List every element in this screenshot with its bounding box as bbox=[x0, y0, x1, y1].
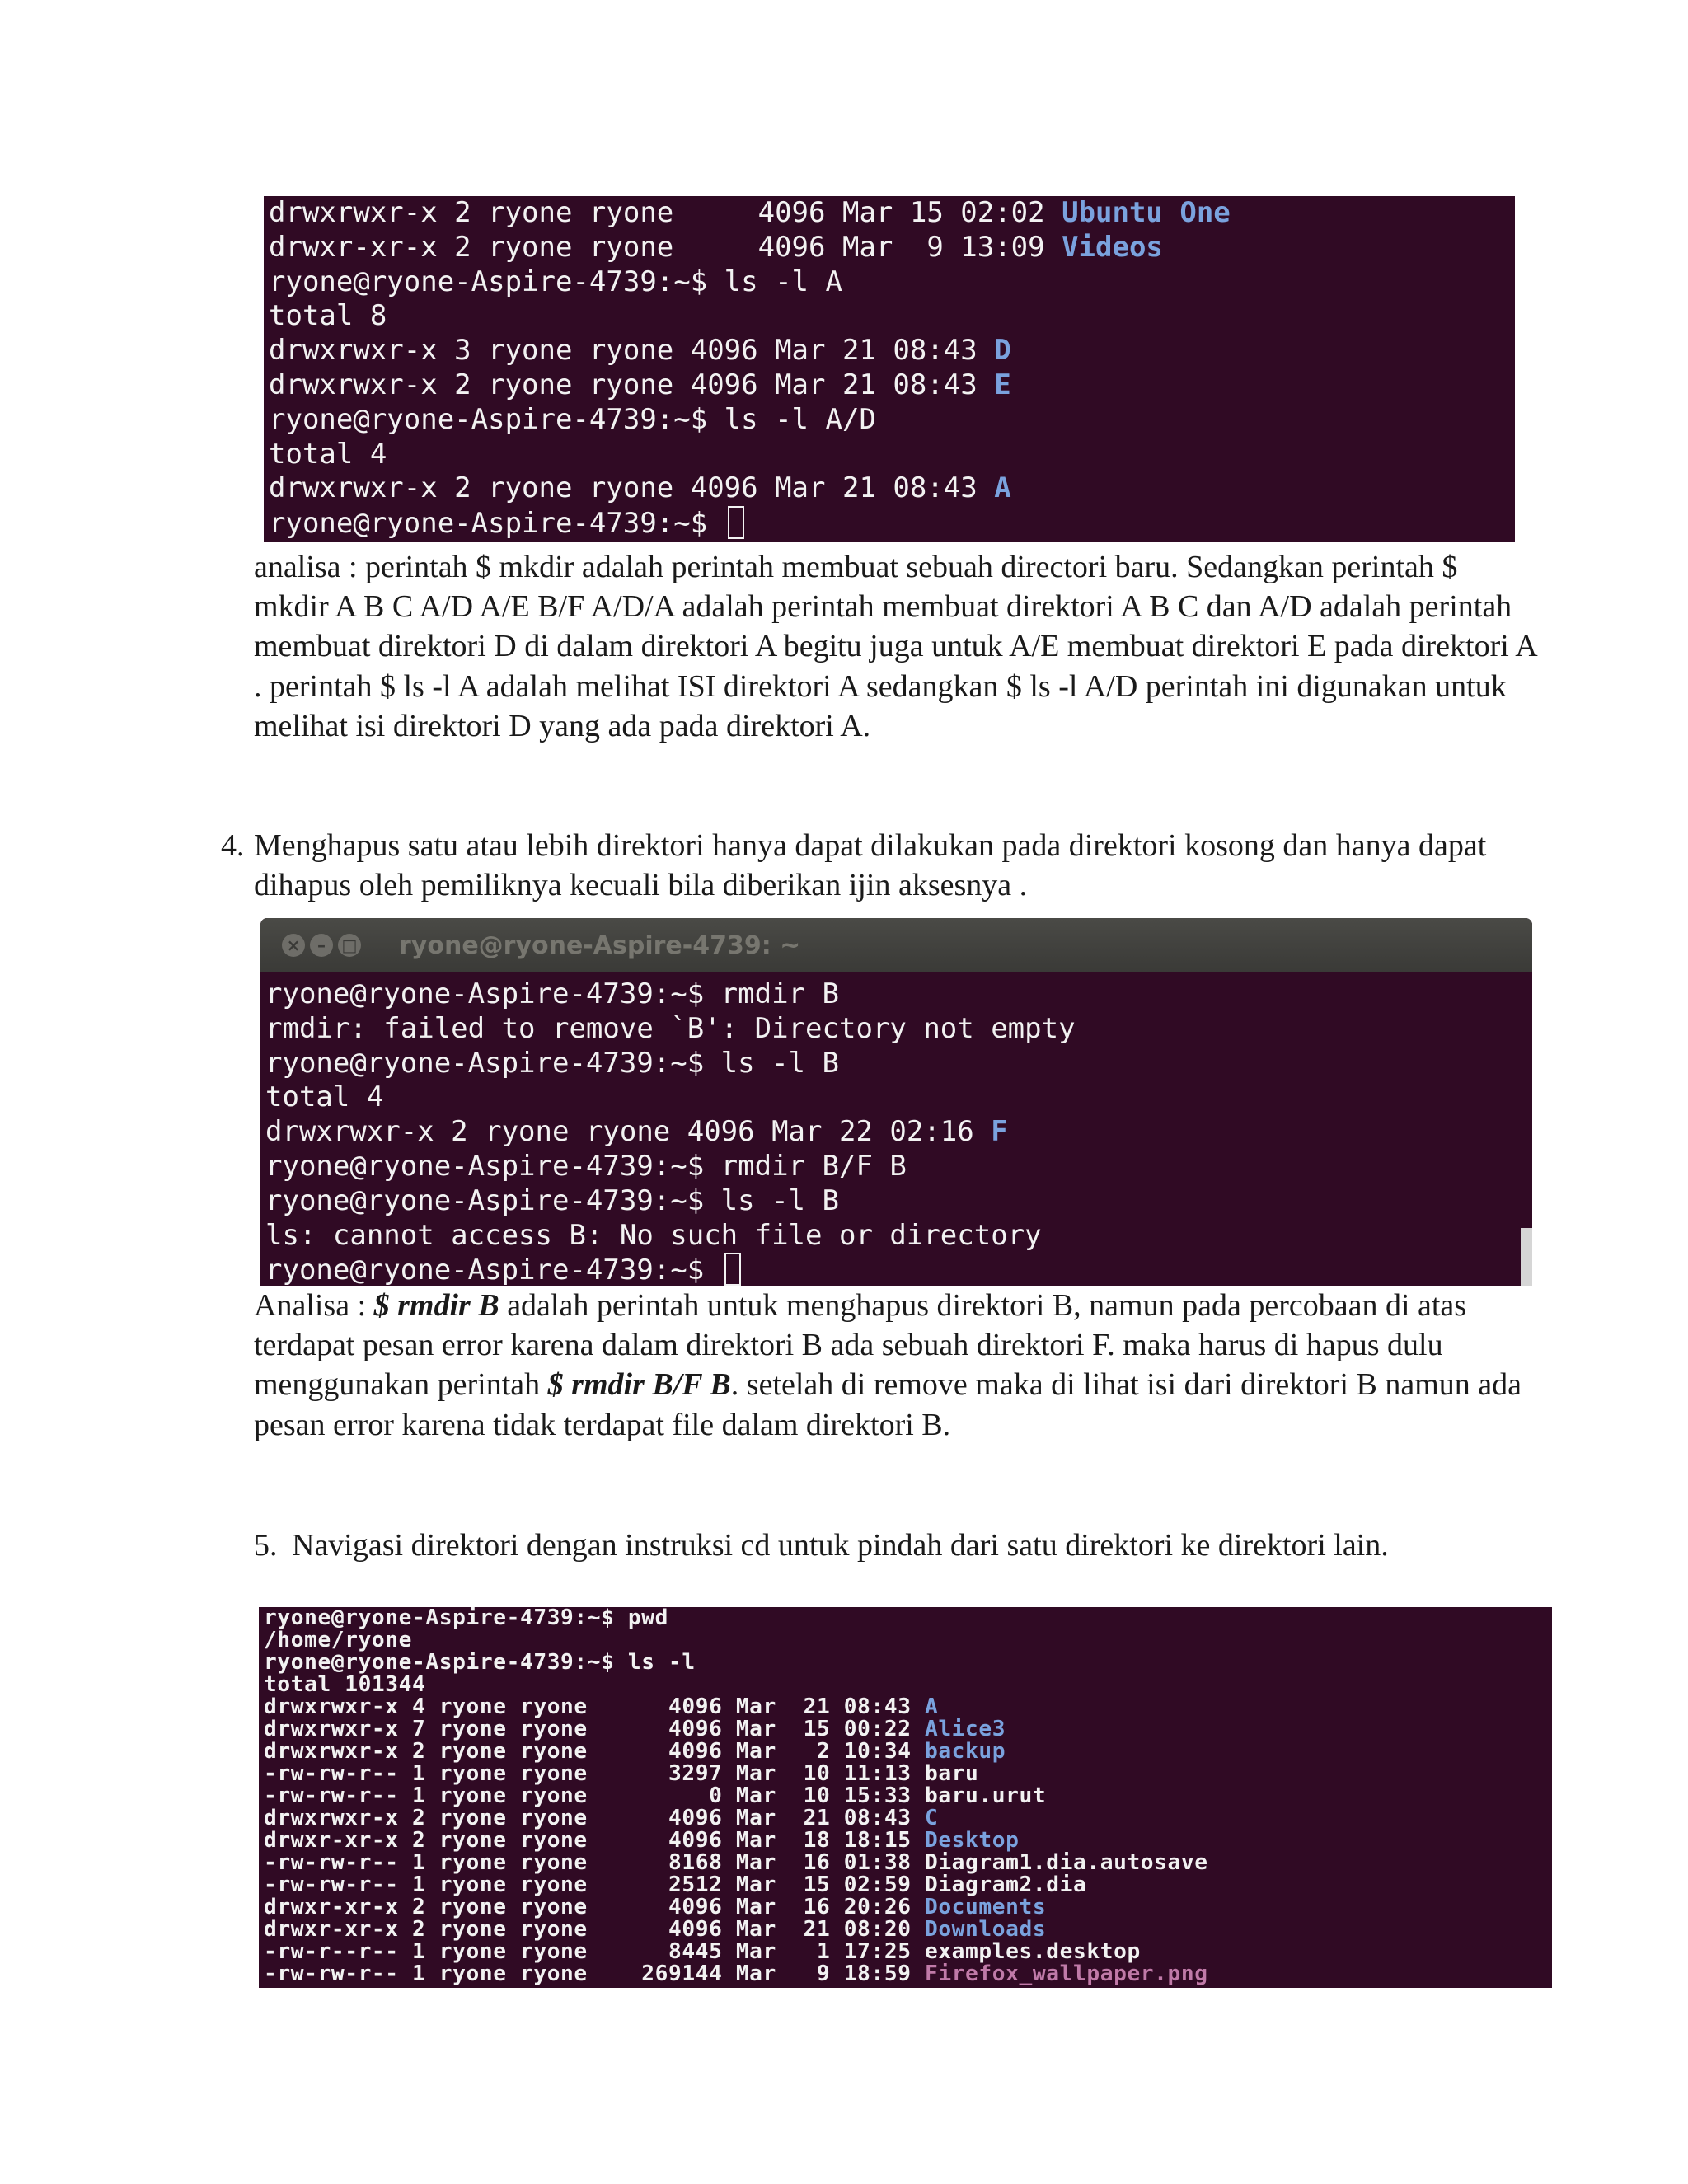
terminal-line bbox=[264, 1941, 1552, 1963]
section-4-text: Menghapus satu atau lebih direktori hanya dapat dilakukan pada direktori kosong dan hanya dapat dihapus oleh pemiliknya kecuali bila diberikan ijin aksesnya . bbox=[254, 828, 1487, 903]
file-name: Firefox_wallpaper.png bbox=[924, 1961, 1208, 1986]
terminal-line-text: drwxrwxr-x 2 ryone ryone 4096 Mar 21 08:43 bbox=[269, 471, 995, 505]
terminal-line bbox=[265, 1080, 1532, 1115]
terminal-line bbox=[264, 1629, 1552, 1652]
terminal-line bbox=[264, 1763, 1552, 1785]
terminal-line-text: drwxr-xr-x 2 ryone ryone 4096 Mar 18 18:15 bbox=[264, 1828, 925, 1853]
terminal-line bbox=[265, 1184, 1532, 1219]
terminal-line bbox=[269, 231, 1515, 265]
terminal-line bbox=[264, 1741, 1552, 1763]
file-name: examples.desktop bbox=[924, 1939, 1141, 1964]
terminal-cursor bbox=[728, 506, 744, 539]
file-name: Alice3 bbox=[924, 1717, 1006, 1741]
terminal-line-text: ryone@ryone-Aspire-4739:~$ ls -l A bbox=[269, 265, 842, 298]
command-rmdir-b: $ rmdir B bbox=[373, 1288, 499, 1323]
terminal-line-text: ryone@ryone-Aspire-4739:~$ ls -l A/D bbox=[269, 402, 876, 436]
terminal-line bbox=[264, 1852, 1552, 1874]
terminal-titlebar bbox=[260, 918, 1532, 972]
terminal-line-text: drwxrwxr-x 2 ryone ryone 4096 Mar 21 08:43 bbox=[269, 368, 995, 401]
terminal-line bbox=[269, 334, 1515, 368]
analysis-prefix: Analisa : bbox=[254, 1288, 374, 1323]
terminal-screenshot-ls bbox=[259, 1607, 1552, 1988]
section-5-number: 5. bbox=[254, 1528, 278, 1563]
terminal-line-text: drwxrwxr-x 2 ryone ryone 4096 Mar 22 02:16 bbox=[265, 1115, 992, 1149]
terminal-line bbox=[264, 1963, 1552, 1985]
terminal-line-text: drwxrwxr-x 2 ryone ryone 4096 Mar 21 08:43 bbox=[264, 1806, 925, 1830]
file-name: Diagram1.dia.autosave bbox=[924, 1850, 1208, 1875]
terminal-line-text: ryone@ryone-Aspire-4739:~$ ls -l B bbox=[265, 1183, 839, 1217]
terminal-line bbox=[264, 1896, 1552, 1919]
terminal-line bbox=[269, 471, 1515, 506]
terminal-line bbox=[269, 299, 1515, 334]
terminal-line-text: -rw-rw-r-- 1 ryone ryone 2512 Mar 15 02:59 bbox=[264, 1872, 925, 1897]
terminal-line-text: ryone@ryone-Aspire-4739:~$ rmdir B/F B bbox=[265, 1149, 907, 1183]
terminal-line-text: ryone@ryone-Aspire-4739:~$ ls -l bbox=[264, 1650, 696, 1675]
terminal-line bbox=[264, 1696, 1552, 1718]
terminal-line bbox=[264, 1607, 1552, 1629]
terminal-line-text: total 4 bbox=[265, 1080, 384, 1114]
file-name: Diagram2.dia bbox=[924, 1872, 1087, 1897]
terminal-line bbox=[269, 403, 1515, 438]
file-name: Documents bbox=[924, 1895, 1047, 1919]
file-name: E bbox=[994, 368, 1011, 401]
analysis-paragraph-rmdir bbox=[254, 1286, 1556, 1445]
terminal-output bbox=[264, 1607, 1552, 1985]
terminal-prompt: ryone@ryone-Aspire-4739:~$ bbox=[269, 507, 724, 541]
terminal-line-text: -rw-rw-r-- 1 ryone ryone 0 Mar 10 15:33 bbox=[264, 1783, 925, 1808]
close-icon[interactable]: × bbox=[282, 934, 305, 957]
terminal-line-text: -rw-rw-r-- 1 ryone ryone 269144 Mar 9 18:59 bbox=[264, 1961, 925, 1986]
terminal-line-text: -rw-r--r-- 1 ryone ryone 8445 Mar 1 17:25 bbox=[264, 1939, 925, 1964]
section-4-number: 4. bbox=[221, 828, 245, 863]
analysis-body: adalah perintah untuk menghapus direktori B, namun pada percobaan di atas terdapat pesan error karena dalam direktori B ada sebuah direktori F. maka harus di hapus dulu menggunakan perintah bbox=[254, 1288, 1467, 1403]
analysis-suffix: . setelah di remove maka di lihat isi dari direktori B namun ada pesan error karena tidak terdapat file dalam direktori B. bbox=[254, 1367, 1522, 1442]
file-name: baru.urut bbox=[924, 1783, 1047, 1808]
terminal-line-text: drwxrwxr-x 2 ryone ryone 4096 Mar 15 02:02 bbox=[269, 196, 1062, 229]
terminal-line-text: drwxr-xr-x 2 ryone ryone 4096 Mar 21 08:20 bbox=[264, 1917, 925, 1942]
terminal-line bbox=[264, 1874, 1552, 1896]
terminal-line-text: -rw-rw-r-- 1 ryone ryone 8168 Mar 16 01:38 bbox=[264, 1850, 925, 1875]
file-name: Ubuntu One bbox=[1062, 196, 1231, 229]
terminal-output bbox=[265, 977, 1532, 1253]
terminal-line-text: drwxrwxr-x 2 ryone ryone 4096 Mar 2 10:34 bbox=[264, 1739, 925, 1764]
file-name: A bbox=[994, 471, 1011, 505]
terminal-line bbox=[269, 438, 1515, 472]
terminal-line-text: ryone@ryone-Aspire-4739:~$ pwd bbox=[264, 1605, 668, 1630]
file-name: baru bbox=[924, 1761, 979, 1786]
file-name: Downloads bbox=[924, 1917, 1047, 1942]
terminal-line bbox=[269, 265, 1515, 300]
terminal-prompt: ryone@ryone-Aspire-4739:~$ bbox=[265, 1254, 721, 1286]
file-name: Desktop bbox=[924, 1828, 1020, 1853]
file-name: F bbox=[991, 1115, 1008, 1149]
terminal-line-text: drwxr-xr-x 2 ryone ryone 4096 Mar 16 20:26 bbox=[264, 1895, 925, 1919]
terminal-line-text: drwxrwxr-x 4 ryone ryone 4096 Mar 21 08:43 bbox=[264, 1694, 925, 1719]
terminal-line bbox=[264, 1718, 1552, 1741]
file-name: backup bbox=[924, 1739, 1006, 1764]
terminal-line bbox=[265, 1012, 1532, 1047]
terminal-line-text: ryone@ryone-Aspire-4739:~$ ls -l B bbox=[265, 1046, 839, 1080]
terminal-line-text: total 8 bbox=[269, 299, 387, 333]
terminal-prompt-line bbox=[265, 1253, 1532, 1286]
section-4-heading bbox=[221, 826, 1540, 905]
minimize-icon[interactable]: – bbox=[310, 934, 333, 957]
terminal-line-text: ryone@ryone-Aspire-4739:~$ rmdir B bbox=[265, 977, 839, 1010]
terminal-window-title: ryone@ryone-Aspire-4739: ~ bbox=[399, 930, 801, 960]
terminal-line bbox=[269, 368, 1515, 403]
terminal-line-text: drwxrwxr-x 7 ryone ryone 4096 Mar 15 00:22 bbox=[264, 1717, 925, 1741]
analysis-paragraph-mkdir: analisa : perintah $ mkdir adalah perintah membuat sebuah directori baru. Sedangkan perintah $ mkdir A B C A/D A/E B/F A/D/A adalah perintah membuat direktori A B C dan A/D adalah perintah membuat direktori D di dalam direktori A begitu juga untuk A/E membuat direktori E pada direktori A . perintah $ ls -l A adalah melihat ISI direktori A sedangkan $ ls -l A/D perintah ini digunakan untuk melihat isi direktori D yang ada pada direktori A. bbox=[254, 550, 1536, 743]
command-rmdir-bf-b: $ rmdir B/F B bbox=[547, 1367, 731, 1403]
terminal-line-text: drwxr-xr-x 2 ryone ryone 4096 Mar 9 13:09 bbox=[269, 230, 1062, 264]
terminal-line bbox=[265, 1115, 1532, 1150]
terminal-line-text: total 4 bbox=[269, 437, 387, 471]
terminal-line-text: -rw-rw-r-- 1 ryone ryone 3297 Mar 10 11:13 bbox=[264, 1761, 925, 1786]
terminal-line bbox=[269, 196, 1515, 231]
terminal-cursor bbox=[724, 1253, 741, 1286]
terminal-line bbox=[265, 977, 1532, 1012]
terminal-window-rmdir bbox=[260, 918, 1532, 1286]
terminal-line bbox=[264, 1674, 1552, 1696]
terminal-line bbox=[264, 1807, 1552, 1830]
terminal-line-text: rmdir: failed to remove `B': Directory not empty bbox=[265, 1011, 1076, 1045]
file-name: A bbox=[924, 1694, 939, 1719]
terminal-output bbox=[269, 196, 1515, 506]
file-name: C bbox=[924, 1806, 939, 1830]
maximize-icon[interactable]: □ bbox=[338, 934, 361, 957]
terminal-line bbox=[265, 1219, 1532, 1254]
terminal-line-text: total 101344 bbox=[264, 1672, 426, 1697]
file-name: D bbox=[994, 334, 1011, 368]
file-name: Videos bbox=[1062, 230, 1163, 264]
terminal-line bbox=[265, 1047, 1532, 1081]
terminal-line bbox=[265, 1150, 1532, 1184]
section-5-heading bbox=[254, 1526, 1540, 1565]
terminal-line bbox=[264, 1830, 1552, 1852]
terminal-scrollbar[interactable] bbox=[1521, 1228, 1532, 1286]
terminal-prompt-line bbox=[269, 506, 1515, 541]
terminal-screenshot-mkdir bbox=[264, 196, 1515, 542]
terminal-line bbox=[264, 1785, 1552, 1807]
terminal-line-text: ls: cannot access B: No such file or directory bbox=[265, 1218, 1042, 1252]
terminal-line bbox=[264, 1919, 1552, 1941]
terminal-line bbox=[264, 1652, 1552, 1674]
terminal-line-text: /home/ryone bbox=[264, 1628, 413, 1652]
section-5-text: Navigasi direktori dengan instruksi cd untuk pindah dari satu direktori ke direktori lain. bbox=[292, 1528, 1389, 1563]
terminal-line-text: drwxrwxr-x 3 ryone ryone 4096 Mar 21 08:43 bbox=[269, 334, 995, 368]
